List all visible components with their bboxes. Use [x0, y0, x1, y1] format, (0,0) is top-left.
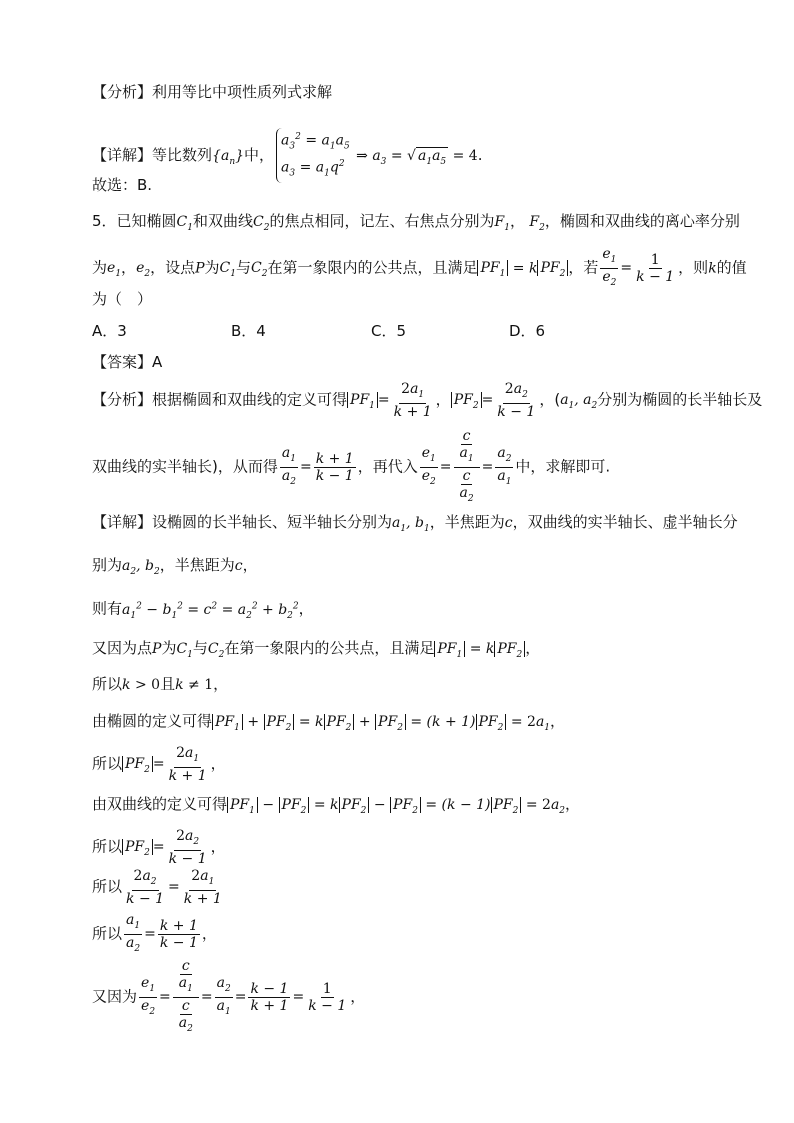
analysis2-line-1: 【分析】根据椭圆和双曲线的定义可得 $PF_1$ = $\frac{2a_1}{k + 1}$ ， $PF_2$ = $\frac{2a_2}{k - 1}$ ，($a_1$, $a_2$分别为椭圆的长半轴长及 [92, 381, 763, 420]
detail2-line-10: 所以 $\frac{2a_2}{k - 1}$ = $\frac{2a_1}{k + 1}$ [92, 868, 222, 907]
choice-line: 故选：B. [92, 176, 153, 194]
option-d[interactable]: D．6 [509, 322, 546, 340]
detail2-line-5: 所以k > 0且k ≠ 1， [92, 675, 229, 693]
analysis2-line-2: 双曲线的实半轴长)，从而得 $\frac{a_1}{a_2}$ = $\frac{k + 1}{k - 1}$ ，再代入 $\frac{e_1}{e_2}$ = $\frac{\frac{c}{a_1}}{\frac{c}{a_2}}$ = $\frac{a_2}{a_1}$ 中，求解即可. [92, 428, 611, 504]
analysis-tag: 【分析】 [92, 83, 153, 101]
detail2-line-3: 则有$a_1^2 - b_1^2 = c^2 = a_2^2 + b_2^2$， [92, 599, 314, 621]
question-line-2: 为$e_1$，$e_2$，设点P为$C_1$与$C_2$在第一象限内的公共点，且满足 $PF_1 = k$ $PF_2$ ，若 $\frac{e_1}{e_2}$ = $\frac{1}{k - 1}$ ，则k的值 [92, 246, 747, 288]
detail2-line-4: 又因为点P为$C_1$与$C_2$在第一象限内的公共点，且满足 $PF_1 = k$ $PF_2$ ， [92, 639, 541, 660]
question-line-1: 5．已知椭圆$C_1$和双曲线$C_2$的焦点相同，记左、右焦点分别为$F_1$， $F_2$，椭圆和双曲线的离心率分别 [92, 212, 740, 233]
detail-text: 等比数列 [152, 145, 213, 164]
detail2-line-7: 所以 $PF_2$ = $\frac{2a_1}{k + 1}$ ， [92, 745, 226, 784]
detail2-line-1: 【详解】设椭圆的长半轴长、短半轴长分别为$a_1$, $b_1$，半焦距为c，双曲线的实半轴长、虚半轴长分 [92, 513, 738, 534]
answer-value: A [152, 353, 163, 371]
answer-line: 【答案】A [92, 353, 163, 371]
analysis-text: 利用等比中项性质列式求解 [152, 83, 333, 101]
detail-line: 【详解】等比数列$\{a_n\}$中， $a_3^2 = a_1a_5$ $a_3 = a_1q^2$ ⇒ $a_3$ = √ $a_1a_5 = 4$. [92, 128, 483, 168]
detail2-line-11: 所以 $\frac{a_1}{a_2}$ = $\frac{k + 1}{k - 1}$ ， [92, 912, 217, 954]
analysis-line [92, 82, 332, 102]
question-line-3: 为（ ） [92, 290, 153, 308]
detail-tag: 【详解】 [92, 145, 153, 164]
detail2-line-6: 由椭圆的定义可得 $PF_1 + PF_2 = k$ $PF_2 + PF_2 = (k + 1) PF_2 = 2a_1$， [92, 712, 566, 733]
option-b[interactable]: B．4 [231, 322, 266, 340]
detail2-line-9: 所以 $PF_2$ = $\frac{2a_2}{k - 1}$ ， [92, 828, 226, 867]
equation-system: $a_3^2 = a_1a_5$ $a_3 = a_1q^2$ [276, 128, 350, 183]
option-a[interactable]: A．3 [92, 322, 127, 340]
detail2-line-2: 别为$a_2$, $b_2$，半焦距为c， [92, 556, 258, 577]
detail2-line-12: 又因为 $\frac{e_1}{e_2}$ = $\frac{\frac{c}{a_1}}{\frac{c}{a_2}}$ = $\frac{a_2}{a_1}$ = $\frac{k - 1}{k + 1}$ = $\frac{1}{k - 1}$ ， [92, 958, 366, 1034]
option-c[interactable]: C．5 [371, 322, 407, 340]
result-formula: ⇒ $a_3$ = √ $a_1a_5 = 4$ [351, 147, 478, 167]
sequence-formula: $\{a_n\}$ [212, 147, 245, 167]
detail2-line-8: 由双曲线的定义可得 $PF_1 - PF_2 = k$ $PF_2 - PF_2 = (k - 1) PF_2 = 2a_2$， [92, 795, 581, 816]
